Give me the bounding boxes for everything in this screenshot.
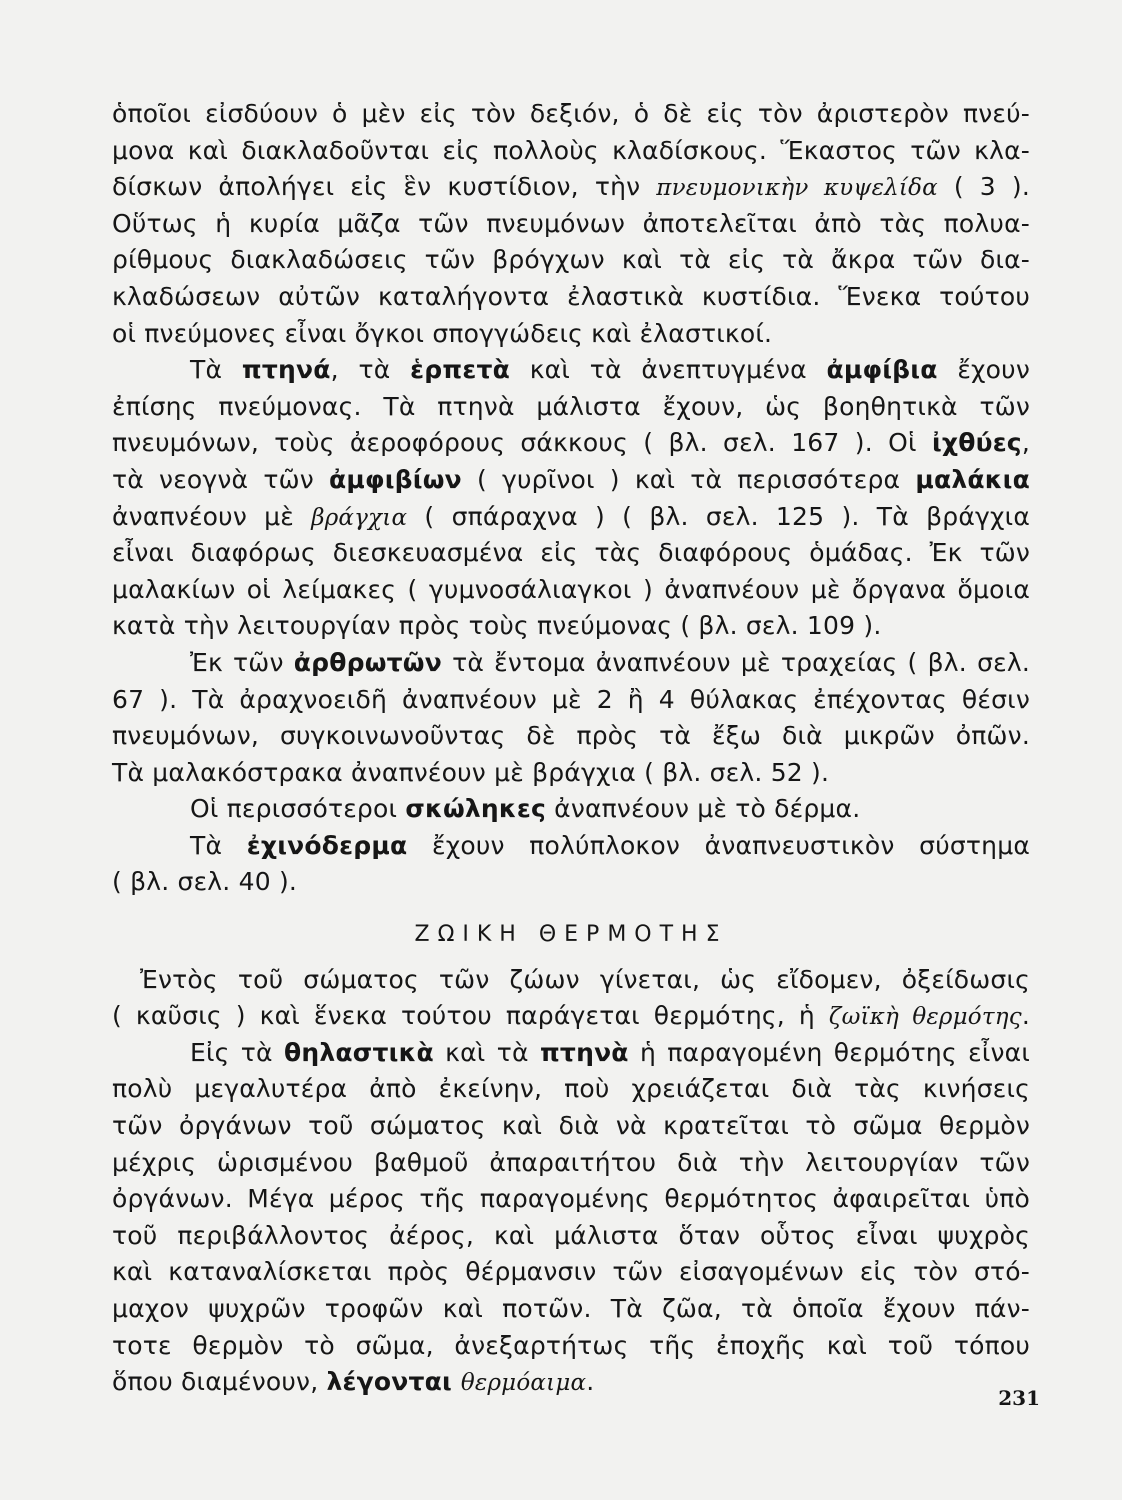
- text-line: Τὰ μαλακόστρακα ἀναπνέουν μὲ βράγχια ( βλ. σελ. 52 ).: [112, 757, 830, 787]
- text-line: μονα καὶ διακλαδοῦνται εἰς πολλοὺς κλαδίσκους. Ἕκαστος τῶν κλα-: [112, 135, 1030, 165]
- text-line: Οἱ περισσότεροι σκώληκες ἀναπνέουν μὲ τὸ δέρμα.: [190, 794, 861, 824]
- italic-term: πνευμονικὴν κυψελίδα: [656, 175, 938, 202]
- bold-term: ἰχθύες: [931, 428, 1022, 458]
- text-line: πολὺ μεγαλυτέρα ἀπὸ ἐκείνην, ποὺ χρειάζεται διὰ τὰς κινήσεις: [112, 1074, 1030, 1104]
- text-line: Ἐκ τῶν ἀρθρωτῶν τὰ ἔντομα ἀναπνέουν μὲ τραχείας ( βλ. σελ.: [190, 647, 1030, 677]
- text-line: τοτε θερμὸν τὸ σῶμα, ἀνεξαρτήτως τῆς ἐποχῆς καὶ τοῦ τόπου: [112, 1330, 1030, 1360]
- text-line: κλαδώσεων αὐτῶν καταλήγοντα ἐλαστικὰ κυστίδια. Ἕνεκα τούτου: [112, 281, 1030, 311]
- text-line: πνευμόνων, τοὺς ἀεροφόρους σάκκους ( βλ. σελ. 167 ). Οἱ ἰχθύες,: [112, 428, 1030, 458]
- page-number: 231: [998, 1386, 1040, 1410]
- section-heading: ΖΩΙΚΗ ΘΕΡΜΟΤΗΣ: [414, 922, 728, 948]
- text-line: τοῦ περιβάλλοντος ἀέρος, καὶ μάλιστα ὅταν οὗτος εἶναι ψυχρὸς: [112, 1220, 1030, 1250]
- text-line: Εἰς τὰ θηλαστικὰ καὶ τὰ πτηνὰ ἡ παραγομένη θερμότης εἶναι: [190, 1037, 1030, 1067]
- text-line: πνευμόνων, συγκοινωνοῦντας δὲ πρὸς τὰ ἔξω διὰ μικρῶν ὀπῶν.: [112, 721, 1030, 751]
- text-line: τῶν ὀργάνων τοῦ σώματος καὶ διὰ νὰ κρατεῖται τὸ σῶμα θερμὸν: [112, 1111, 1030, 1141]
- text-line: μέχρις ὡρισμένου βαθμοῦ ἀπαραιτήτου διὰ τὴν λειτουργίαν τῶν: [112, 1147, 1030, 1177]
- bold-term: θηλαστικὰ: [284, 1037, 434, 1067]
- text-line: 67 ). Τὰ ἀραχνοειδῆ ἀναπνέουν μὲ 2 ἢ 4 θύλακας ἐπέχοντας θέσιν: [112, 684, 1030, 714]
- bold-term: ἀμφιβίων: [328, 464, 462, 494]
- text-line: κατὰ τὴν λειτουργίαν πρὸς τοὺς πνεύμονας ( βλ. σελ. 109 ).: [112, 611, 882, 641]
- text-line: Οὕτως ἡ κυρία μᾶζα τῶν πνευμόνων ἀποτελεῖται ἀπὸ τὰς πολυα-: [112, 208, 1030, 238]
- italic-term: θερμόαιμα: [460, 1370, 587, 1397]
- text-line: ρίθμους διακλαδώσεις τῶν βρόγχων καὶ τὰ εἰς τὰ ἄκρα τῶν δια-: [112, 245, 1030, 275]
- bold-term: λέγονται: [326, 1367, 461, 1397]
- text-line: μαλακίων οἱ λείμακες ( γυμνοσάλιαγκοι ) ἀναπνέουν μὲ ὄργανα ὅμοια: [112, 574, 1030, 604]
- text-line: ὅπου διαμένουν, λέγονται θερμόαιμα.: [112, 1367, 595, 1397]
- bold-term: ἐχινόδερμα: [246, 830, 408, 860]
- bold-term: ἀμφίβια: [826, 355, 938, 385]
- body-text: [112, 96, 1030, 1401]
- text-line: καὶ καταναλίσκεται πρὸς θέρμανσιν τῶν εἰσαγομένων εἰς τὸν στό-: [112, 1257, 1030, 1287]
- text-line: οἱ πνεύμονες εἶναι ὄγκοι σπογγώδεις καὶ ἐλαστικοί.: [112, 318, 773, 348]
- bold-term: σκώληκες: [405, 794, 546, 824]
- text-line: μαχον ψυχρῶν τροφῶν καὶ ποτῶν. Τὰ ζῶα, τὰ ὁποῖα ἔχουν πάν-: [112, 1294, 1030, 1323]
- bold-term: πτηνά: [241, 355, 331, 385]
- text-line: εἶναι διαφόρως διεσκευασμένα εἰς τὰς διαφόρους ὁμάδας. Ἐκ τῶν: [112, 538, 1030, 568]
- italic-term: βράγχια: [311, 504, 408, 531]
- text-line: τὰ νεογνὰ τῶν ἀμφιβίων ( γυρῖνοι ) καὶ τὰ περισσότερα μαλάκια: [112, 464, 1030, 494]
- text-line: Τὰ ἐχινόδερμα ἔχουν πολύπλοκον ἀναπνευστικὸν σύστημα: [190, 830, 1030, 860]
- italic-term: ζωϊκὴ θερμότης: [828, 1004, 1022, 1031]
- bold-term: ἀρθρωτῶν: [293, 647, 442, 677]
- text-line: ἀναπνέουν μὲ βράγχια ( σπάραχνα ) ( βλ. σελ. 125 ). Τὰ βράγχια: [112, 501, 1030, 531]
- text-line: ὁποῖοι εἰσδύουν ὁ μὲν εἰς τὸν δεξιόν, ὁ δὲ εἰς τὸν ἀριστερὸν πνεύ-: [112, 99, 1030, 128]
- text-line: Τὰ πτηνά, τὰ ἑρπετὰ καὶ τὰ ἀνεπτυγμένα ἀμφίβια ἔχουν: [190, 355, 1030, 385]
- text-line: ( καῦσις ) καὶ ἕνεκα τούτου παράγεται θερμότης, ἡ ζωϊκὴ θερμότης.: [112, 1001, 1030, 1031]
- text-line: Ἐντὸς τοῦ σώματος τῶν ζώων γίνεται, ὡς εἴδομεν, ὀξείδωσις: [140, 964, 1030, 994]
- text-line: ἐπίσης πνεύμονας. Τὰ πτηνὰ μάλιστα ἔχουν, ὡς βοηθητικὰ τῶν: [112, 391, 1030, 421]
- bold-term: πτηνὰ: [539, 1037, 629, 1067]
- bold-term: ἑρπετὰ: [410, 355, 510, 385]
- text-line: ( βλ. σελ. 40 ).: [112, 867, 298, 897]
- bold-term: μαλάκια: [915, 464, 1030, 494]
- text-line: ὀργάνων. Μέγα μέρος τῆς παραγομένης θερμότητος ἀφαιρεῖται ὑπὸ: [112, 1184, 1030, 1214]
- text-line: δίσκων ἀπολήγει εἰς ἓν κυστίδιον, τὴν πνευμονικὴν κυψελίδα ( 3 ).: [112, 172, 1030, 202]
